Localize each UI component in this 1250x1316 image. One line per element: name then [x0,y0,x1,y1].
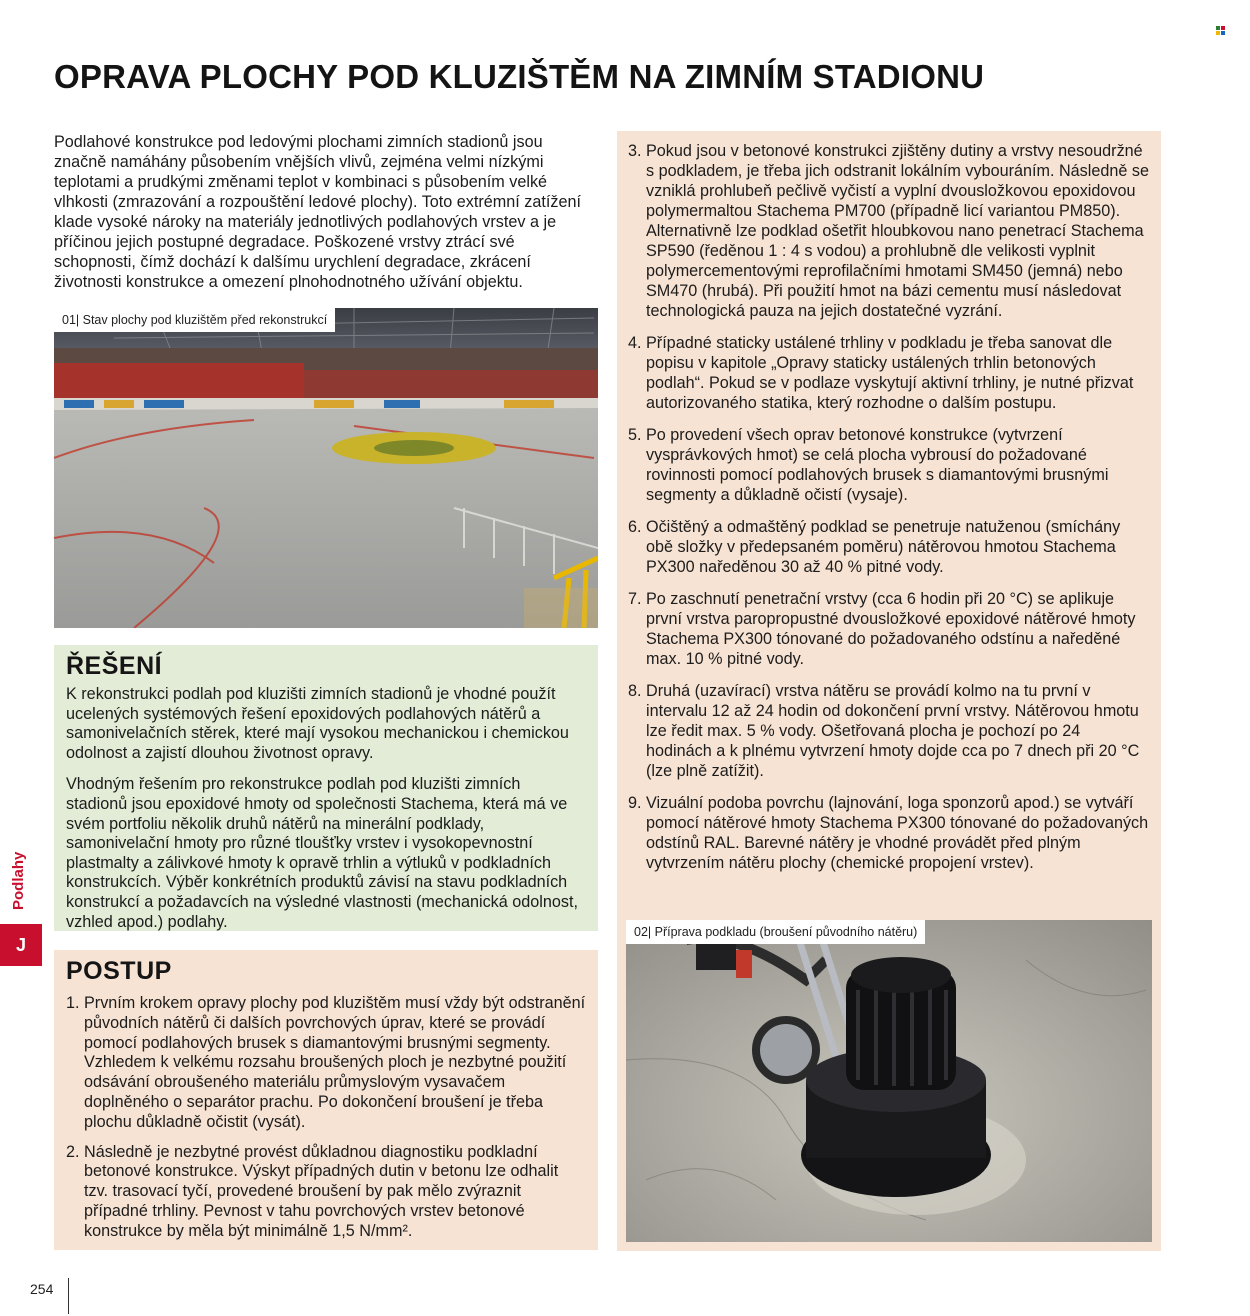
reseni-heading: ŘEŠENÍ [66,652,163,680]
floor-grinder-illustration [626,920,1152,1242]
intro-paragraph: Podlahové konstrukce pod ledovými plochami zimních stadionů jsou značně namáhány působením vnějších vlivů, zejména velmi nízkými teplotami a prudkými změnami teplot v kombinaci s působením velké vlhkosti (zmrazování a rozpouštění ledové plochy). Toto extrémní zatížení klade vysoké nároky na materiály jednotlivých podlahových vrstev a je příčinou jejich postupné degradace. Poškozené vrstvy ztrácí své schopnosti, čímž dochází k dalšímu urychlení degradace, zkrácení životnosti konstrukce a omezení plnohodnotného užívání objektu. [54,133,581,291]
ice-rink-illustration [54,308,598,628]
list-item: 9. Vizuální podoba povrchu (lajnování, loga sponzorů apod.) se vytváří pomocí nátěrové hmoty Stachema PX300 tónované do požadovaných odstínů RAL. Barevné nátěry je vhodné provádět před plným vytvrzením nátěru plochy (chemické propojení vrstev). [628,794,1149,872]
page-number-divider [68,1278,69,1314]
color-mark-icon [1216,26,1226,36]
page-title: OPRAVA PLOCHY POD KLUZIŠTĚM NA ZIMNÍM STADIONU [54,58,985,95]
photo1-caption: 01| Stav plochy pod kluzištěm před rekonstrukcí [54,308,335,332]
list-item: 6. Očištěný a odmaštěný podklad se penetruje natuženou (smíchány obě složky v předepsaném poměru) nátěrovou hmotou Stachema PX300 naředěnou 30 až 40 % pitné vody. [628,518,1121,576]
list-item: 4. Případné staticky ustálené trhliny v podkladu je třeba sanovat dle popisu v kapitole „Opravy staticky ustálených trhlin betonových podlah“. Pokud se v podlaze vyskytují aktivní trhliny, je nutné přizvat autorizovaného statika, který rozhodne o dalším postupu. [628,334,1134,412]
list-item: 8. Druhá (uzavírací) vrstva nátěru se provádí kolmo na tu první v intervalu 12 až 24 hodin od dokončení první vrstvy. Nátěrovou hmotu lze ředit max. 5 % vody. Ošetřovaná plocha je pochozí po 24 hodinách a k plnému vytvrzení hmoty dojde cca po 7 dnech při 20 °C (lze plně zatížit). [628,682,1140,780]
list-item: 1. Prvním krokem opravy plochy pod kluzištěm musí vždy být odstranění původních nátěrů či dalších povrchových úprav, které se provádí pomocí podlahových brusek s diamantovými brusnými segmenty. Vzhledem k velkému rozsahu broušených ploch je nezbytné použití odsávání obroušeného materiálu průmyslovým vysavačem doplněného o separátor prachu. Po dokončení broušení je třeba plochu důkladně očistit (vysát). [66,994,586,1131]
list-item: 2. Následně je nezbytné provést důkladnou diagnostiku podkladní betonové konstrukce. Výskyt případných dutin v betonu lze odhalit tzv. trasovací tyčí, provedené broušení by pak mělo zvýraznit případné trhliny. Pevnost v tahu povrchových vrstev betonové konstrukce by měla být minimálně 1,5 N/mm². [66,1142,559,1240]
photo-floor-grinder [626,920,1152,1242]
list-item: 5. Po provedení všech oprav betonové konstrukce (vytvrzení vysprávkových hmot) se celá plocha vybrousí do požadované rovinnosti pomocí podlahových brusek s diamantovými brusnými segmenty a důkladně očistí (vysaje). [628,426,1109,504]
list-item: 7. Po zaschnutí penetrační vrstvy (cca 6 hodin při 20 °C) se aplikuje první vrstva paropropustné dvousložkové epoxidové nátěrové hmoty Stachema PX300 tónované do požadovaného odstínu a naředěné max. 10 % pitné vody. [628,590,1136,668]
list-item: 3. Pokud jsou v betonové konstrukci zjištěny dutiny a vrstvy nesoudržné s podkladem, je třeba jich odstranit lokálním vybouráním. Následně se vzniklá prohlubeň pečlivě vyčistí a vyplní dvousložkovou epoxidovou polymermaltou Stachema PM700 (případně licí variantou PM850). Alternativně lze podklad ošetřit hloubkovou nano penetrací Stachema SP590 (ředěnou 1 : 4 s vodou) a prohlubně dle velikosti vyplnit polymercementovými reprofilačními hmotami SM450 (jemná) nebo SM470 (hrubá). Při použití hmot na bázi cementu musí následovat technologická pauza na jejich dostatečné vyzrání. [628,142,1149,320]
postup-heading: POSTUP [66,957,172,985]
photo-ice-rink [54,308,598,628]
reseni-paragraph-1: K rekonstrukci podlah pod kluzišti zimních stadionů je vhodné použít ucelených systémových řešení epoxidových podlahových nátěrů a samonivelačních stěrek, které mají vysokou mechanickou i chemickou odolnost a zajistí dlouhou životnost opravy. [66,685,569,762]
reseni-section [54,645,598,931]
chapter-tab: J [0,924,42,966]
postup-section [54,950,598,1250]
chapter-label: Podlahy [10,851,27,910]
reseni-paragraph-2: Vhodným řešením pro rekonstrukce podlah pod kluzišti zimních stadionů jsou epoxidové hmoty od společnosti Stachema, která má ve svém portfoliu několik druhů nátěrů na minerální podklady, samonivelační hmoty pro různé tloušťky vrstev i vysokopevnostní plastmalty a zálivkové hmoty k opravě trhlin a výtluků v podkladních konstrukcích. Výběr konkrétních produktů závisí na stavu podkladních konstrukcí a požadavcích na výsledné vlastnosti (mechanická odolnost, vzhled apod.) podlahy. [66,775,578,931]
photo2-caption: 02| Příprava podkladu (broušení původního nátěru) [626,920,925,944]
page-number: 254 [30,1281,54,1297]
